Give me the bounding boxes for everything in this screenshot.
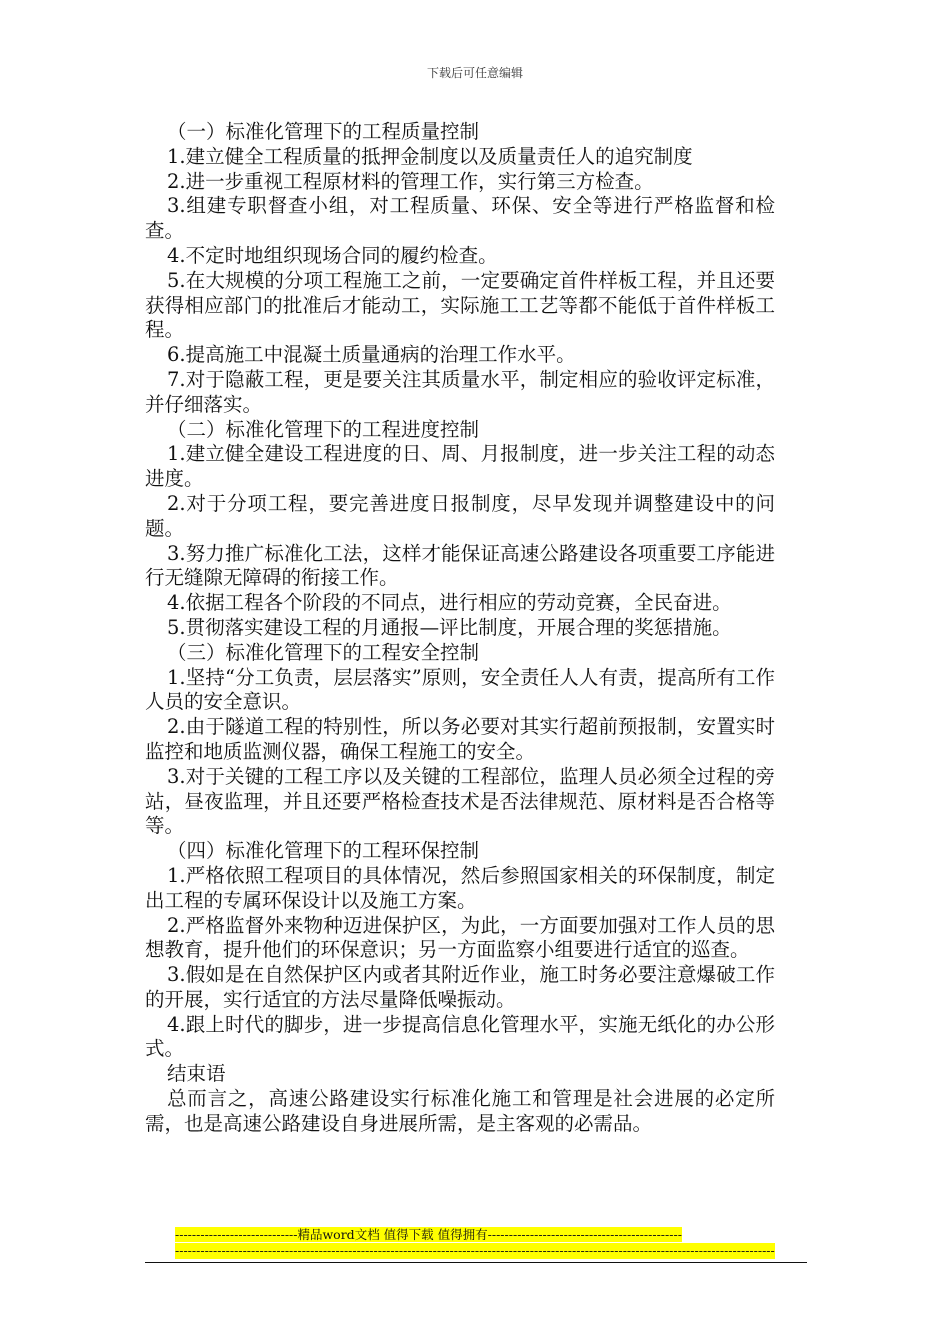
list-item: 2.进一步重视工程原材料的管理工作，实行第三方检查。 — [167, 169, 654, 193]
section-heading: （二）标准化管理下的工程进度控制 — [167, 417, 480, 441]
list-item: 3.努力推广标准化工法，这样才能保证高速公路建设各项重要工序能进行无缝隙无障碍的衔接工作。 — [145, 541, 775, 590]
list-item: 2.由于隧道工程的特别性，所以务必要对其实行超前预报制，安置实时监控和地质监测仪器，确保工程施工的安全。 — [145, 715, 775, 763]
list-item: 1.严格依照工程项目的具体情况，然后参照国家相关的环保制度，制定出工程的专属环保设计以及施工方案。 — [145, 863, 775, 912]
list-item: 2.对于分项工程，要完善进度日报制度，尽早发现并调整建设中的问题。 — [145, 491, 775, 540]
banner-line — [175, 1243, 775, 1263]
banner-text: ---------------------------------------------------------------------------------------------------------------------------------------------- — [175, 1243, 775, 1258]
section-heading: （一）标准化管理下的工程质量控制 — [167, 120, 480, 143]
footer-divider — [145, 1262, 807, 1263]
list-item: 5.贯彻落实建设工程的月通报—评比制度，开展合理的奖惩措施。 — [167, 615, 732, 639]
list-item: 1.坚持“分工负责，层层落实”原则，安全责任人人有责，提高所有工作人员的安全意识。 — [145, 665, 775, 714]
list-item: 5.在大规模的分项工程施工之前，一定要确定首件样板工程，并且还要获得相应部门的批准后才能动工，实际施工工艺等都不能低于首件样板工程。 — [145, 268, 775, 342]
list-item: 6.提高施工中混凝土质量通病的治理工作水平。 — [167, 343, 576, 367]
list-item: 3.对于关键的工程工序以及关键的工程部位，监理人员必须全过程的旁站，昼夜监理，并且还要严格检查技术是否法律规范、原材料是否合格等等。 — [145, 764, 775, 838]
section-heading: （四）标准化管理下的工程环保控制 — [167, 839, 480, 863]
banner-text: -----------------------------精品word文档 值得下载 值得拥有---------------------------------------------- — [175, 1227, 682, 1242]
list-item: 1.建立健全建设工程进度的日、周、月报制度，进一步关注工程的动态进度。 — [145, 442, 775, 491]
footer-banner — [175, 1227, 775, 1263]
list-item: 2.严格监督外来物种迈进保护区，为此，一方面要加强对工作人员的思想教育，提升他们的环保意识；另一方面监察小组要进行适宜的巡查。 — [145, 913, 775, 962]
list-item: 3.组建专职督查小组，对工程质量、环保、安全等进行严格监督和检查。 — [145, 194, 775, 243]
page-header: 下载后可任意编辑 — [426, 66, 523, 80]
conclusion-heading: 结束语 — [167, 1062, 226, 1086]
list-item: 7.对于隐蔽工程，更是要关注其质量水平，制定相应的验收评定标准，并仔细落实。 — [145, 367, 775, 416]
section-heading: （三）标准化管理下的工程安全控制 — [167, 640, 480, 664]
list-item: 3.假如是在自然保护区内或者其附近作业，施工时务必要注意爆破工作的开展，实行适宜的方法尽量降低噪振动。 — [145, 963, 775, 1011]
list-item: 4.不定时地组织现场合同的履约检查。 — [167, 243, 498, 267]
list-item: 4.跟上时代的脚步，进一步提高信息化管理水平，实施无纸化的办公形式。 — [145, 1012, 775, 1061]
list-item: 1.建立健全工程质量的抵押金制度以及质量责任人的追究制度 — [167, 144, 693, 168]
document-body — [145, 120, 775, 1137]
conclusion-text: 总而言之，高速公路建设实行标准化施工和管理是社会进展的必定所需，也是高速公路建设自身进展所需，是主客观的必需品。 — [145, 1087, 775, 1135]
banner-line — [175, 1227, 775, 1243]
list-item: 4.依据工程各个阶段的不同点，进行相应的劳动竞赛，全民奋进。 — [167, 591, 732, 615]
